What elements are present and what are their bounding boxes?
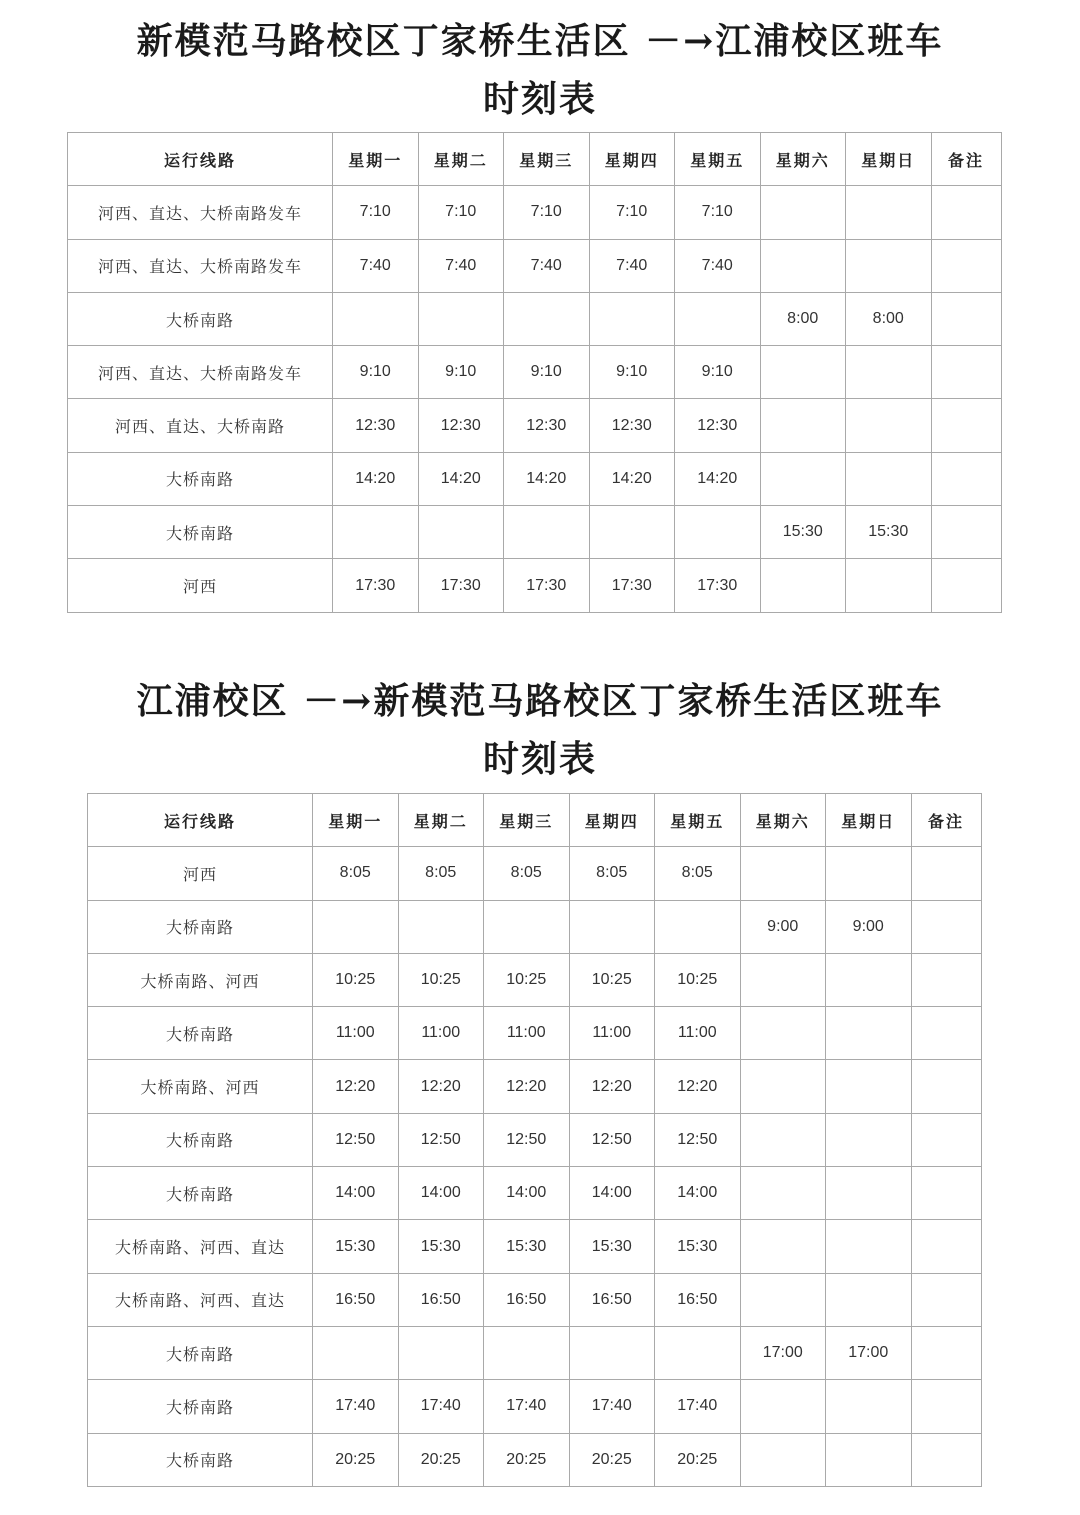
time-cell-monday: 9:10 [333, 346, 419, 399]
time-cell-friday: 12:50 [655, 1113, 741, 1166]
time-cell-wednesday: 8:05 [484, 847, 570, 900]
time-cell-monday: 7:10 [333, 186, 419, 239]
time-cell-notes [911, 1167, 981, 1220]
time-cell-thursday: 17:40 [569, 1380, 655, 1433]
time-cell-tuesday: 10:25 [398, 953, 484, 1006]
time-cell-thursday [569, 1326, 655, 1379]
route-cell: 河西 [88, 847, 313, 900]
time-cell-monday: 12:30 [333, 399, 419, 452]
time-cell-saturday: 17:00 [740, 1326, 826, 1379]
table-header [68, 133, 1002, 186]
time-cell-monday [313, 1326, 399, 1379]
time-cell-friday: 10:25 [655, 953, 741, 1006]
time-cell-friday: 7:10 [675, 186, 761, 239]
time-cell-friday [655, 900, 741, 953]
time-cell-notes [911, 1060, 981, 1113]
time-cell-sunday [846, 239, 932, 292]
time-cell-saturday [740, 953, 826, 1006]
time-cell-tuesday: 17:40 [398, 1380, 484, 1433]
time-cell-sunday [846, 186, 932, 239]
table-row [68, 292, 1002, 345]
time-cell-wednesday: 15:30 [484, 1220, 570, 1273]
time-cell-tuesday: 17:30 [418, 559, 504, 612]
time-cell-sunday: 9:00 [826, 900, 912, 953]
route-cell: 大桥南路、河西、直达 [88, 1273, 313, 1326]
header-notes: 备注 [911, 794, 981, 847]
time-cell-notes [911, 1433, 981, 1486]
route-cell: 大桥南路 [88, 1326, 313, 1379]
time-cell-notes [931, 506, 1001, 559]
time-cell-thursday: 12:30 [589, 399, 675, 452]
time-cell-tuesday: 16:50 [398, 1273, 484, 1326]
time-cell-saturday [740, 1007, 826, 1060]
time-cell-sunday [826, 1113, 912, 1166]
table-body [68, 186, 1002, 612]
time-cell-friday: 20:25 [655, 1433, 741, 1486]
time-cell-wednesday [504, 506, 590, 559]
time-cell-thursday: 9:10 [589, 346, 675, 399]
time-cell-monday: 10:25 [313, 953, 399, 1006]
time-cell-friday [675, 506, 761, 559]
time-cell-notes [911, 953, 981, 1006]
time-cell-notes [911, 1220, 981, 1273]
header-monday: 星期一 [333, 133, 419, 186]
time-cell-monday: 7:40 [333, 239, 419, 292]
time-cell-notes [911, 900, 981, 953]
route-cell: 河西、直达、大桥南路发车 [68, 346, 333, 399]
time-cell-notes [911, 1007, 981, 1060]
route-cell: 河西 [68, 559, 333, 612]
time-cell-saturday [740, 1220, 826, 1273]
time-cell-thursday [589, 506, 675, 559]
time-cell-saturday [740, 1380, 826, 1433]
header-thursday: 星期四 [589, 133, 675, 186]
time-cell-sunday: 15:30 [846, 506, 932, 559]
time-cell-sunday [826, 1433, 912, 1486]
time-cell-saturday [740, 1167, 826, 1220]
time-cell-sunday [826, 1380, 912, 1433]
title-line-1: 江浦校区 －→新模范马路校区丁家桥生活区班车 [136, 680, 944, 722]
title-line-2: 时刻表 [482, 738, 597, 780]
time-cell-monday: 12:20 [313, 1060, 399, 1113]
time-cell-thursday: 17:30 [589, 559, 675, 612]
table-row [68, 346, 1002, 399]
header-route: 运行线路 [68, 133, 333, 186]
table-row [68, 452, 1002, 505]
time-cell-sunday [846, 452, 932, 505]
time-cell-friday: 14:00 [655, 1167, 741, 1220]
time-cell-notes [931, 559, 1001, 612]
time-cell-notes [931, 186, 1001, 239]
header-row [68, 133, 1002, 186]
title-line-2: 时刻表 [482, 78, 597, 120]
time-cell-sunday [846, 399, 932, 452]
time-cell-friday: 12:20 [655, 1060, 741, 1113]
time-cell-friday: 15:30 [655, 1220, 741, 1273]
time-cell-wednesday: 17:40 [484, 1380, 570, 1433]
time-cell-friday [655, 1326, 741, 1379]
time-cell-thursday: 16:50 [569, 1273, 655, 1326]
time-cell-notes [911, 1380, 981, 1433]
time-cell-wednesday: 12:30 [504, 399, 590, 452]
header-thursday: 星期四 [569, 794, 655, 847]
route-cell: 河西、直达、大桥南路 [68, 399, 333, 452]
time-cell-saturday [760, 186, 846, 239]
time-cell-sunday [826, 1167, 912, 1220]
time-cell-tuesday: 15:30 [398, 1220, 484, 1273]
time-cell-sunday: 8:00 [846, 292, 932, 345]
time-cell-tuesday: 14:20 [418, 452, 504, 505]
time-cell-thursday: 14:00 [569, 1167, 655, 1220]
table-row [88, 1007, 982, 1060]
table-row [88, 1273, 982, 1326]
time-cell-monday: 20:25 [313, 1433, 399, 1486]
time-cell-tuesday: 11:00 [398, 1007, 484, 1060]
header-saturday: 星期六 [760, 133, 846, 186]
time-cell-monday: 15:30 [313, 1220, 399, 1273]
time-cell-monday: 12:50 [313, 1113, 399, 1166]
time-cell-monday [313, 900, 399, 953]
time-cell-thursday: 10:25 [569, 953, 655, 1006]
time-cell-thursday: 15:30 [569, 1220, 655, 1273]
schedule-table-to-jiangpu [67, 132, 1002, 613]
time-cell-monday: 17:40 [313, 1380, 399, 1433]
time-cell-monday: 14:20 [333, 452, 419, 505]
time-cell-saturday: 9:00 [740, 900, 826, 953]
route-cell: 大桥南路 [68, 292, 333, 345]
time-cell-thursday: 20:25 [569, 1433, 655, 1486]
route-cell: 大桥南路、河西 [88, 953, 313, 1006]
time-cell-sunday [826, 1220, 912, 1273]
schedule-table-from-jiangpu [87, 793, 982, 1487]
route-cell: 河西、直达、大桥南路发车 [68, 186, 333, 239]
table-row [68, 239, 1002, 292]
time-cell-notes [911, 1326, 981, 1379]
time-cell-wednesday: 17:30 [504, 559, 590, 612]
time-cell-monday: 8:05 [313, 847, 399, 900]
table-row [88, 900, 982, 953]
table-row [88, 1113, 982, 1166]
time-cell-monday: 11:00 [313, 1007, 399, 1060]
time-cell-monday: 17:30 [333, 559, 419, 612]
time-cell-thursday: 7:40 [589, 239, 675, 292]
time-cell-friday: 8:05 [655, 847, 741, 900]
time-cell-notes [931, 346, 1001, 399]
time-cell-saturday [760, 346, 846, 399]
time-cell-wednesday [484, 900, 570, 953]
time-cell-sunday [846, 559, 932, 612]
time-cell-saturday [740, 847, 826, 900]
time-cell-sunday [826, 1273, 912, 1326]
time-cell-notes [931, 292, 1001, 345]
schedule-title-from-jiangpu [0, 672, 1080, 788]
table-row [88, 1433, 982, 1486]
route-cell: 大桥南路 [88, 1380, 313, 1433]
time-cell-thursday: 12:20 [569, 1060, 655, 1113]
time-cell-notes [931, 239, 1001, 292]
time-cell-saturday [740, 1273, 826, 1326]
table-row [88, 1167, 982, 1220]
time-cell-monday: 14:00 [313, 1167, 399, 1220]
time-cell-sunday [826, 847, 912, 900]
route-cell: 大桥南路 [88, 1113, 313, 1166]
table-row [68, 399, 1002, 452]
route-cell: 大桥南路 [68, 452, 333, 505]
time-cell-friday: 11:00 [655, 1007, 741, 1060]
route-cell: 大桥南路 [88, 1433, 313, 1486]
table-row [88, 1326, 982, 1379]
route-cell: 大桥南路 [88, 900, 313, 953]
route-cell: 大桥南路、河西、直达 [88, 1220, 313, 1273]
time-cell-friday: 17:40 [655, 1380, 741, 1433]
time-cell-wednesday: 7:40 [504, 239, 590, 292]
time-cell-tuesday: 7:40 [418, 239, 504, 292]
time-cell-thursday: 11:00 [569, 1007, 655, 1060]
table-row [68, 506, 1002, 559]
time-cell-friday: 9:10 [675, 346, 761, 399]
header-saturday: 星期六 [740, 794, 826, 847]
time-cell-wednesday: 10:25 [484, 953, 570, 1006]
time-cell-saturday: 8:00 [760, 292, 846, 345]
table-row [88, 953, 982, 1006]
route-cell: 大桥南路、河西 [88, 1060, 313, 1113]
time-cell-monday [333, 506, 419, 559]
route-cell: 大桥南路 [88, 1167, 313, 1220]
time-cell-saturday [760, 399, 846, 452]
time-cell-wednesday [504, 292, 590, 345]
time-cell-friday: 7:40 [675, 239, 761, 292]
time-cell-wednesday: 20:25 [484, 1433, 570, 1486]
time-cell-saturday [760, 559, 846, 612]
time-cell-notes [931, 399, 1001, 452]
time-cell-sunday [826, 1060, 912, 1113]
time-cell-wednesday: 7:10 [504, 186, 590, 239]
time-cell-tuesday [418, 506, 504, 559]
time-cell-tuesday: 14:00 [398, 1167, 484, 1220]
header-friday: 星期五 [675, 133, 761, 186]
time-cell-wednesday: 11:00 [484, 1007, 570, 1060]
time-cell-sunday: 17:00 [826, 1326, 912, 1379]
time-cell-thursday: 12:50 [569, 1113, 655, 1166]
header-friday: 星期五 [655, 794, 741, 847]
header-wednesday: 星期三 [504, 133, 590, 186]
time-cell-saturday [740, 1060, 826, 1113]
time-cell-saturday [740, 1433, 826, 1486]
time-cell-thursday: 7:10 [589, 186, 675, 239]
time-cell-thursday [589, 292, 675, 345]
table-header [88, 794, 982, 847]
time-cell-saturday [760, 239, 846, 292]
time-cell-sunday [846, 346, 932, 399]
time-cell-tuesday: 20:25 [398, 1433, 484, 1486]
time-cell-tuesday [418, 292, 504, 345]
time-cell-monday [333, 292, 419, 345]
time-cell-friday: 14:20 [675, 452, 761, 505]
time-cell-sunday [826, 953, 912, 1006]
time-cell-sunday [826, 1007, 912, 1060]
header-wednesday: 星期三 [484, 794, 570, 847]
time-cell-tuesday: 7:10 [418, 186, 504, 239]
time-cell-notes [931, 452, 1001, 505]
time-cell-friday: 17:30 [675, 559, 761, 612]
route-cell: 大桥南路 [88, 1007, 313, 1060]
header-monday: 星期一 [313, 794, 399, 847]
time-cell-friday: 12:30 [675, 399, 761, 452]
header-route: 运行线路 [88, 794, 313, 847]
time-cell-friday: 16:50 [655, 1273, 741, 1326]
time-cell-friday [675, 292, 761, 345]
time-cell-saturday [740, 1113, 826, 1166]
time-cell-saturday [760, 452, 846, 505]
header-row [88, 794, 982, 847]
time-cell-tuesday: 9:10 [418, 346, 504, 399]
title-line-1: 新模范马路校区丁家桥生活区 －→江浦校区班车 [136, 20, 944, 62]
time-cell-wednesday: 16:50 [484, 1273, 570, 1326]
table-row [88, 1220, 982, 1273]
time-cell-wednesday [484, 1326, 570, 1379]
header-sunday: 星期日 [826, 794, 912, 847]
time-cell-tuesday [398, 900, 484, 953]
header-tuesday: 星期二 [418, 133, 504, 186]
time-cell-saturday: 15:30 [760, 506, 846, 559]
header-sunday: 星期日 [846, 133, 932, 186]
table-row [68, 186, 1002, 239]
time-cell-notes [911, 1273, 981, 1326]
time-cell-wednesday: 9:10 [504, 346, 590, 399]
header-tuesday: 星期二 [398, 794, 484, 847]
time-cell-monday: 16:50 [313, 1273, 399, 1326]
time-cell-wednesday: 12:50 [484, 1113, 570, 1166]
time-cell-tuesday: 12:30 [418, 399, 504, 452]
time-cell-wednesday: 12:20 [484, 1060, 570, 1113]
time-cell-tuesday: 12:50 [398, 1113, 484, 1166]
time-cell-notes [911, 847, 981, 900]
table-row [68, 559, 1002, 612]
route-cell: 大桥南路 [68, 506, 333, 559]
header-notes: 备注 [931, 133, 1001, 186]
time-cell-notes [911, 1113, 981, 1166]
time-cell-tuesday: 8:05 [398, 847, 484, 900]
time-cell-thursday [569, 900, 655, 953]
time-cell-thursday: 14:20 [589, 452, 675, 505]
schedule-title-to-jiangpu [0, 12, 1080, 128]
time-cell-wednesday: 14:20 [504, 452, 590, 505]
table-row [88, 847, 982, 900]
time-cell-thursday: 8:05 [569, 847, 655, 900]
time-cell-tuesday [398, 1326, 484, 1379]
table-row [88, 1380, 982, 1433]
time-cell-tuesday: 12:20 [398, 1060, 484, 1113]
time-cell-wednesday: 14:00 [484, 1167, 570, 1220]
route-cell: 河西、直达、大桥南路发车 [68, 239, 333, 292]
table-row [88, 1060, 982, 1113]
table-body [88, 847, 982, 1487]
